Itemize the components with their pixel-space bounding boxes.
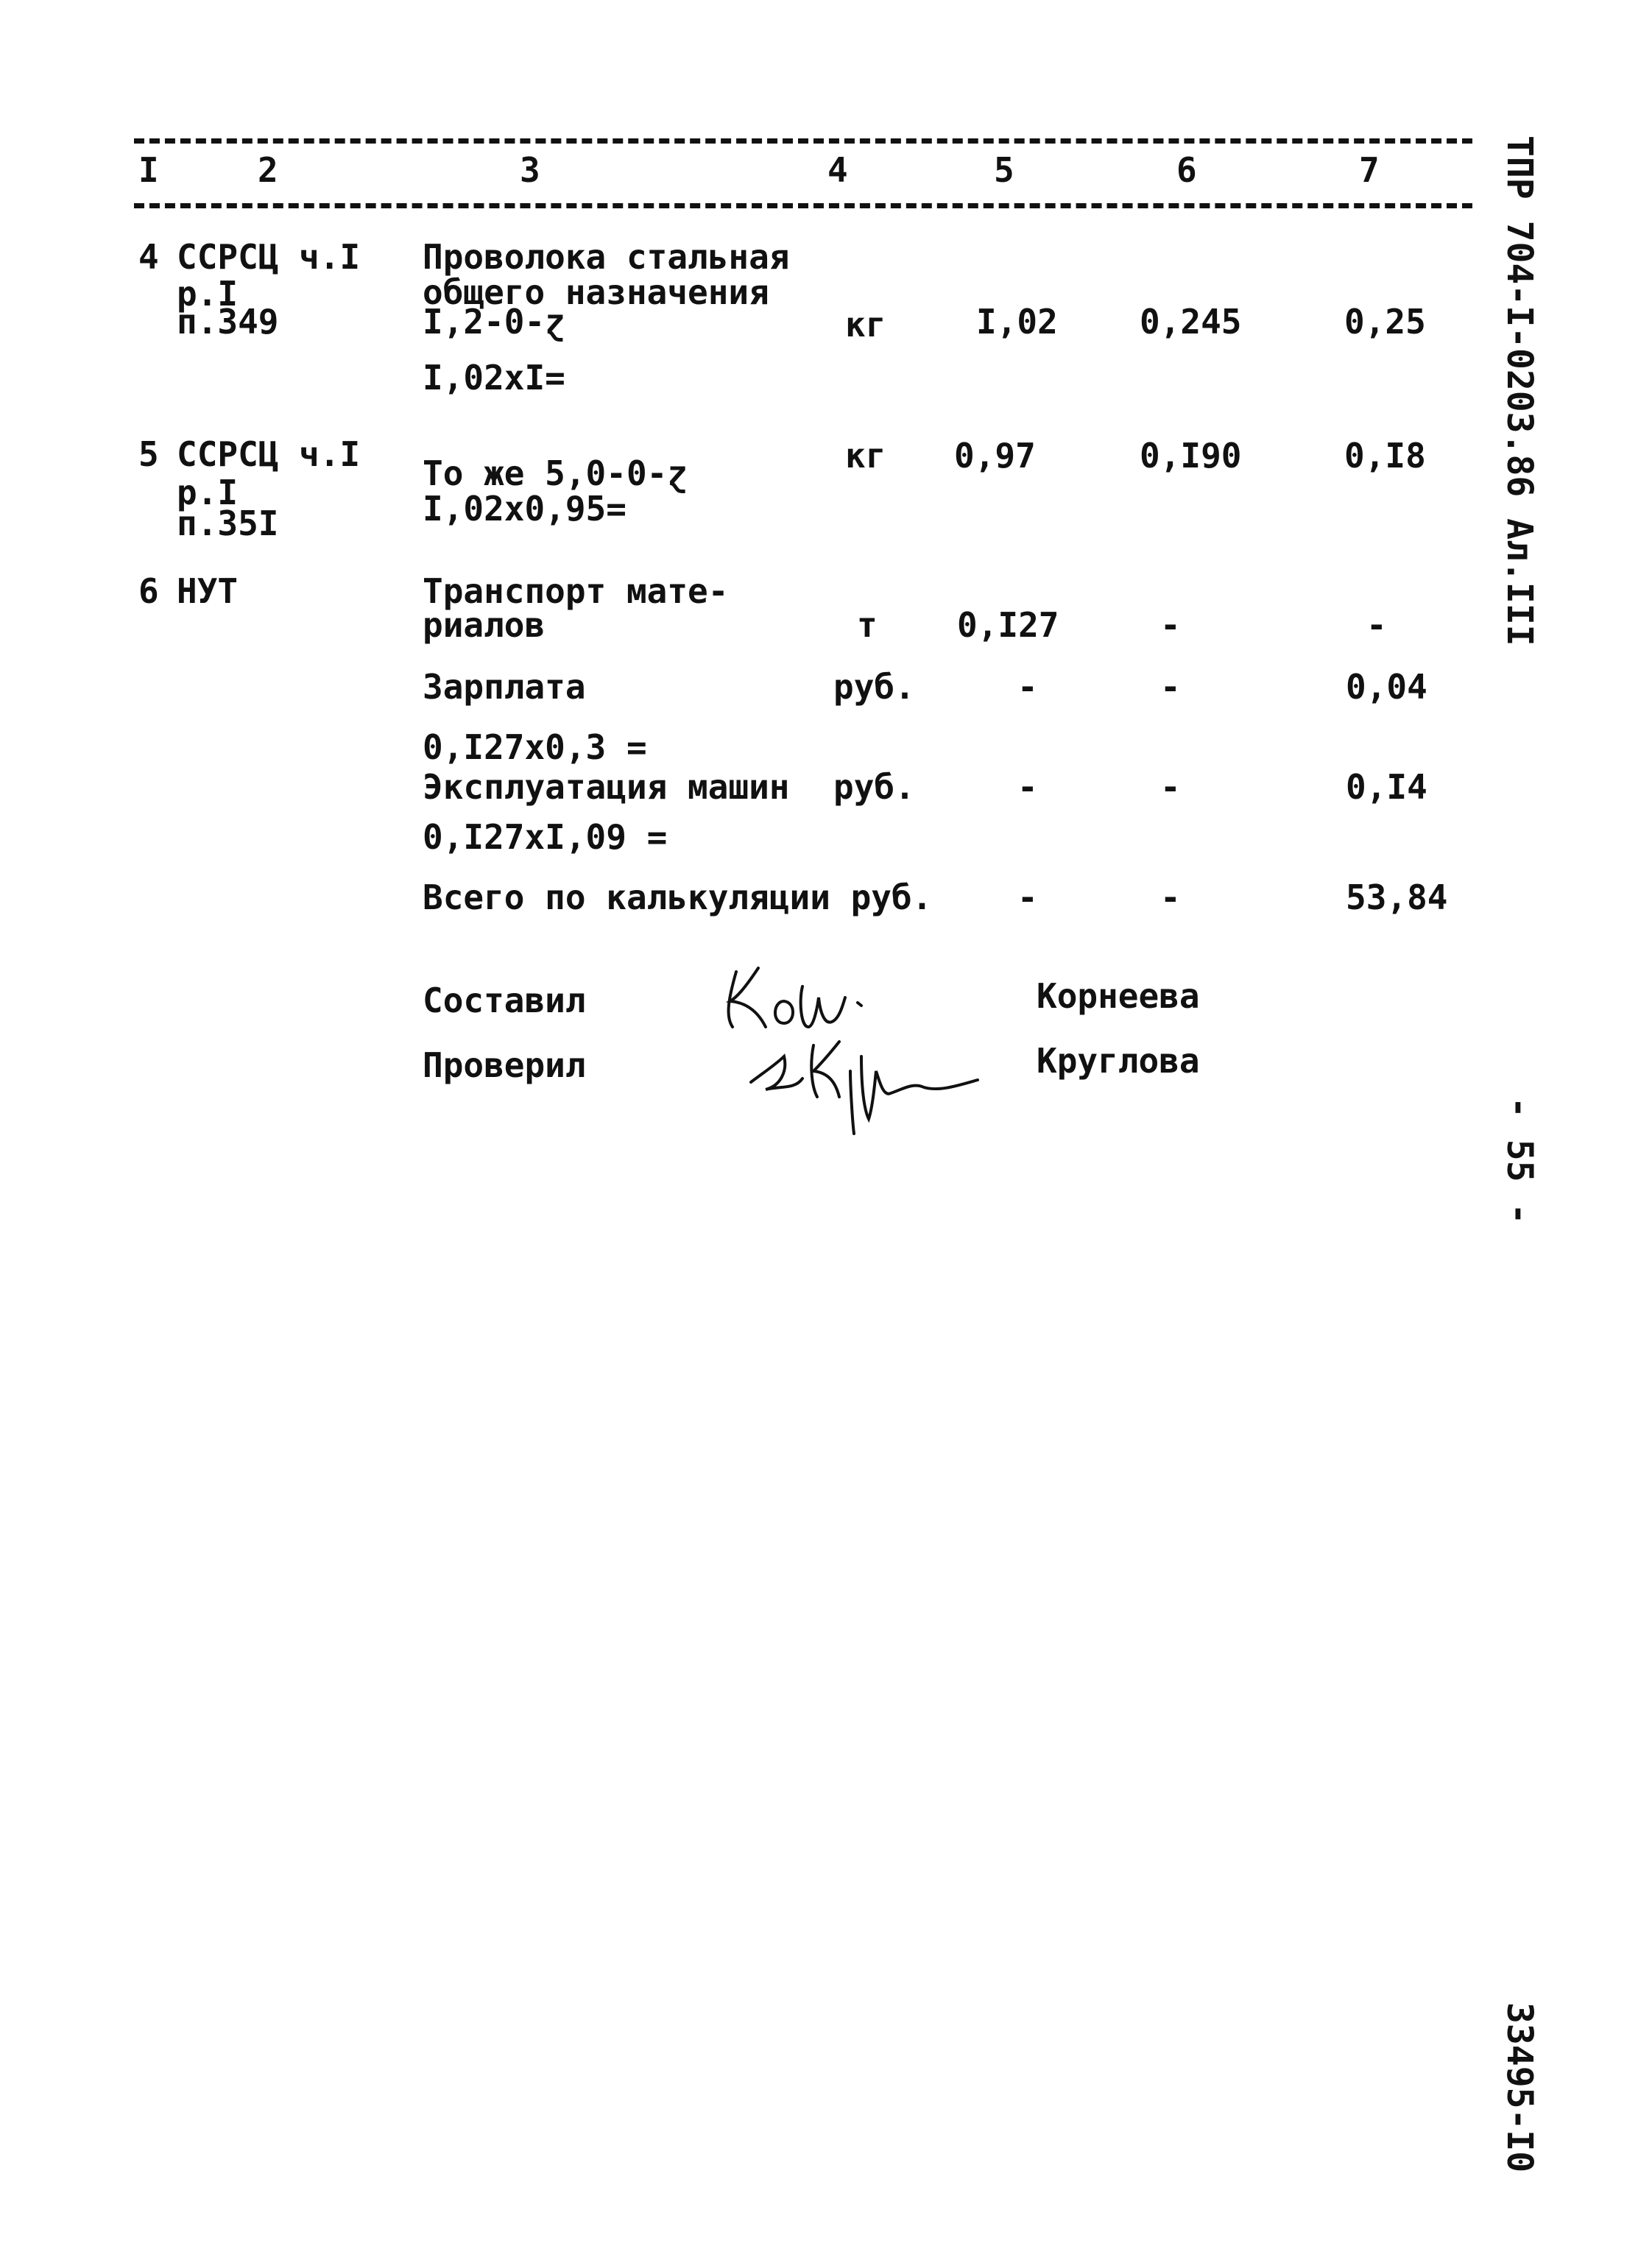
row-description: Проволока стальная <box>423 237 790 277</box>
row-source: ССРСЦ ч.I <box>177 434 361 474</box>
row-calculation: I,02xI= <box>423 358 565 398</box>
checker-signature <box>744 1027 986 1137</box>
header-top-rule <box>134 138 1472 144</box>
document-code: ТПР 704-I-0203.86 Ал.III <box>1499 135 1540 646</box>
total-quantity: - <box>1017 877 1038 917</box>
row-quantity: 0,I27 <box>957 605 1059 645</box>
subrow-description: Зарплата <box>423 667 586 707</box>
row-cost: 0,I8 <box>1344 436 1426 476</box>
compiled-by-label: Составил <box>423 981 586 1020</box>
inventory-number: 33495-I0 <box>1499 2002 1540 2173</box>
row-price: 0,I90 <box>1140 436 1242 476</box>
subrow-price: - <box>1160 667 1181 707</box>
col-header-7: 7 <box>1359 150 1380 190</box>
checked-by-label: Проверил <box>423 1045 586 1085</box>
subrow-cost: 0,04 <box>1346 667 1427 707</box>
subrow-cost: 0,I4 <box>1346 767 1427 807</box>
row-number: 5 <box>138 434 159 474</box>
row-source: НУТ <box>177 571 239 611</box>
total-price: - <box>1160 877 1181 917</box>
row-cost: 0,25 <box>1344 302 1426 342</box>
row-description: общего назначения <box>423 272 769 312</box>
col-header-2: 2 <box>258 150 278 190</box>
row-source-item: п.35I <box>177 504 279 543</box>
checked-by-name: Круглова <box>1037 1041 1200 1081</box>
page-number: - 55 - <box>1499 1097 1540 1225</box>
row-quantity: 0,97 <box>954 436 1036 476</box>
row-description: То же 5,0-0-ɀ <box>423 453 688 493</box>
subrow-description: Эксплуатация машин <box>423 767 790 807</box>
row-description: риалов <box>423 605 546 645</box>
total-cost: 53,84 <box>1346 877 1448 917</box>
row-unit: кг <box>845 436 886 476</box>
col-header-3: 3 <box>520 150 540 190</box>
compiler-signature <box>714 957 891 1038</box>
compiled-by-name: Корнеева <box>1037 976 1200 1016</box>
total-label: Всего по калькуляции руб. <box>423 877 933 917</box>
subrow-calculation: 0,I27xI,09 = <box>423 817 668 857</box>
row-number: 6 <box>138 571 159 611</box>
header-bottom-rule <box>134 203 1472 208</box>
col-header-6: 6 <box>1176 150 1197 190</box>
row-source-item: п.349 <box>177 302 279 342</box>
row-unit: т <box>857 605 878 645</box>
row-quantity: I,02 <box>976 302 1058 342</box>
subrow-price: - <box>1160 767 1181 807</box>
row-description: I,2-0-ɀ <box>423 302 565 342</box>
col-header-5: 5 <box>994 150 1014 190</box>
row-source: ССРСЦ ч.I <box>177 237 361 277</box>
subrow-unit: руб. <box>833 767 915 807</box>
col-header-4: 4 <box>827 150 848 190</box>
subrow-unit: руб. <box>833 667 915 707</box>
subrow-quantity: - <box>1017 667 1038 707</box>
row-price: - <box>1160 605 1181 645</box>
row-description: Транспорт мате- <box>423 571 729 611</box>
row-description: I,02x0,95= <box>423 489 626 529</box>
col-header-1: I <box>138 150 159 190</box>
row-number: 4 <box>138 237 159 277</box>
subrow-calculation: 0,I27x0,3 = <box>423 727 647 767</box>
subrow-quantity: - <box>1017 767 1038 807</box>
row-source-section: р.I <box>177 473 239 512</box>
row-cost: - <box>1366 605 1387 645</box>
row-unit: кг <box>845 305 886 345</box>
row-source-section: р.I <box>177 274 239 314</box>
row-price: 0,245 <box>1140 302 1242 342</box>
